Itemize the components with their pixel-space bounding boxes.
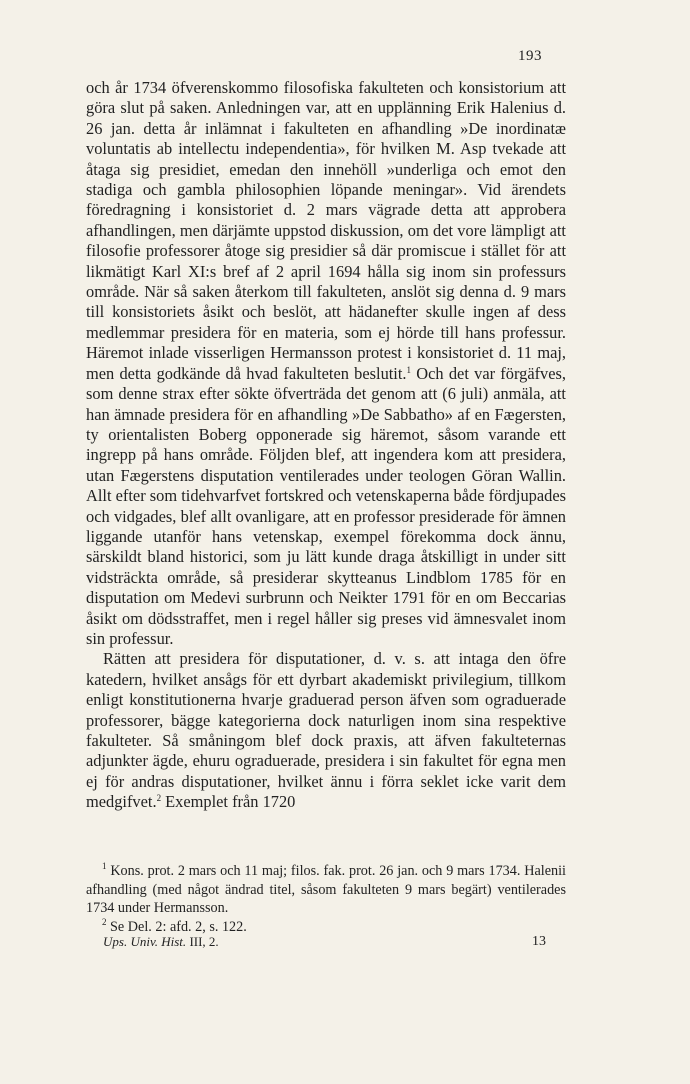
- footnote-ref-2: 2: [156, 793, 162, 804]
- paragraph-1-continuation: Och det var förgäfves, som denne strax efter sökte öfverträda det genom att (6 juli) anmäla, att han ämnade presidera för en afhandling »De Sabbatho» af en Fægersten, ty orientalisten Boberg opponerade sig häremot, såsom varande ett ingrepp på hans område. Följden blef, att ingendera kom att presidera, utan Fægerstens disputation ventilerades under teologen Göran Wallin. Allt efter som tidehvarfvet fortskred och vetenskaperna både fördjupades och vidgades, blef allt ovanligare, att en professor presiderade för ämnen liggande utanför hans vetenskap, exempel förekomma dock ännu, särskildt bland historici, som ju lätt kunde draga åtskilligt in under sitt vidsträckta område, så presiderar skytteanus Lindblom 1785 för en disputation om Medevi surbrunn och Neikter 1791 för en om Beccarias åsikt om dödsstraffet, men i regel håller sig preses vid ämnesvalet inom sin professur.: [86, 363, 566, 648]
- paragraph-1: [86, 78, 566, 649]
- body-text: [86, 78, 566, 813]
- paragraph-2-continuation: Exemplet från 1720: [165, 792, 296, 812]
- footnote-1: [86, 862, 566, 918]
- page-number: 193: [518, 48, 542, 64]
- footnote-mark-2: 2: [102, 916, 107, 927]
- paragraph-2-text: Rätten att presidera för disputationer, d. v. s. att intaga den öfre katedern, hvilket ansågs för ett dyrbart akademiskt privilegium, tillkom enligt konstitutionerna hvarje graduerad person äfven som ograduerade professorer, bägge kategorierna dock naturligen inom sina respektive fakulteter. Så småningom blef dock praxis, att äfven fakulteternas adjunkter ägde, ehuru ograduerade, presidera i sin fakultet för egna men ej för andras disputationer, hvilket ännu i förra seklet icke varit dem medgifvet.: [86, 649, 566, 812]
- footnote-2-text: Se Del. 2: afd. 2, s. 122.: [110, 918, 247, 935]
- signature-number: 13: [532, 934, 546, 949]
- footnote-1-text: Kons. prot. 2 mars och 11 maj; filos. fak. prot. 26 jan. och 9 mars 1734. Halenii afhandling (med något ändrad titel, såsom fakulteten 9 mars begärt) ventilerades 1734 under Hermansson.: [86, 863, 566, 917]
- signature-title: Ups. Univ. Hist.: [103, 934, 187, 949]
- signature-mark: [103, 934, 219, 950]
- printer-signature: [103, 934, 546, 950]
- footnotes: [86, 862, 566, 936]
- paragraph-2: [86, 649, 566, 812]
- footnote-ref-1: 1: [406, 364, 412, 375]
- paragraph-1-text: och år 1734 öfverenskommo filosofiska fakulteten och konsistorium att göra slut på saken. Anledningen var, att en upplänning Erik Halenius d. 26 jan. detta år inlämnat i fakulteten en afhandling »De inordinatæ voluntatis ab intellectu independentia», för hvilken M. Asp tvekade att åtaga sig presidiet, emedan den innehöll »underliga och emot den stadiga och gambla philosophien löpande meningar». Vid ärendets föredragning i konsistoriet d. 2 mars vägrade detta att approbera afhandlingen, men därjämte uppstod diskussion, om det vore lämpligt att filosofie professorer åtoge sig presidier så där promiscue i stället för att likmätigt Karl XI:s bref af 2 april 1694 hålla sig inom sin professurs område. När så saken återkom till fakulteten, anslöt sig denna d. 9 mars till konsistoriets åsikt och beslöt, att hädanefter skulle ingen af dess medlemmar presidera för en materia, som ej hörde till hans professur. Häremot inlade visserligen Hermansson protest i konsistoriet d. 11 maj, men detta godkände då hvad fakulteten beslutit.: [86, 78, 566, 383]
- footnote-mark-1: 1: [102, 861, 107, 871]
- signature-volume: III, 2.: [189, 934, 219, 949]
